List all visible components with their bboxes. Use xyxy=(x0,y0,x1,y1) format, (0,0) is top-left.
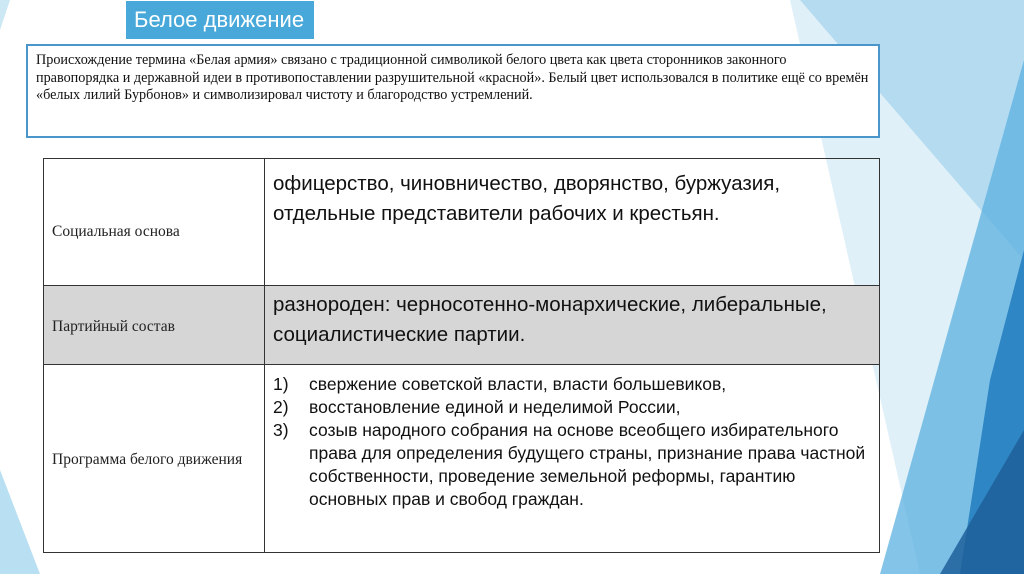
list-item-text: свержение советской власти, власти большевиков, xyxy=(309,374,727,394)
row-value-cell xyxy=(265,365,880,553)
list-item xyxy=(273,419,871,511)
list-item-text: созыв народного собрания на основе всеобщего избирательного права для определения будущего страны, признание права частной собственности, проведение земельной реформы, гарантию основных прав и свобод граждан. xyxy=(309,420,866,509)
intro-text-box: Происхождение термина «Белая армия» связано с традиционной символикой белого цвета как цвета сторонников законного правопорядка и державной идеи в противопоставлении разрушительной «красной». Белый цвет использовался в политике ещё со времён «белых лилий Бурбонов» и символизировал чистоту и благородство устремлений. xyxy=(26,44,880,138)
row-label-cell xyxy=(44,286,265,365)
row-value: разнороден: черносотенно-монархические, либеральные, социалистические партии. xyxy=(273,293,827,346)
row-value-cell xyxy=(265,286,880,365)
row-label: Партийный состав xyxy=(52,318,175,335)
info-table xyxy=(43,158,880,553)
row-label-cell xyxy=(44,159,265,286)
row-value: офицерство, чиновничество, дворянство, буржуазия, отдельные представители рабочих и крестьян. xyxy=(273,172,781,225)
table-row xyxy=(44,159,880,286)
table-row xyxy=(44,365,880,553)
list-item xyxy=(273,373,871,396)
decor-shape xyxy=(0,470,40,574)
list-item-number: 3) xyxy=(273,420,289,440)
page-title: Белое движение xyxy=(126,1,314,39)
decor-shape xyxy=(0,0,10,30)
list-item-number: 2) xyxy=(273,397,289,417)
table-row xyxy=(44,286,880,365)
row-value-cell xyxy=(265,159,880,286)
list-item-text: восстановление единой и неделимой России, xyxy=(309,397,681,417)
row-label: Программа белого движения xyxy=(52,450,243,468)
row-label-cell xyxy=(44,365,265,553)
row-label: Социальная основа xyxy=(52,223,180,240)
list-item xyxy=(273,396,871,419)
list-item-number: 1) xyxy=(273,374,289,394)
program-list xyxy=(273,365,871,511)
